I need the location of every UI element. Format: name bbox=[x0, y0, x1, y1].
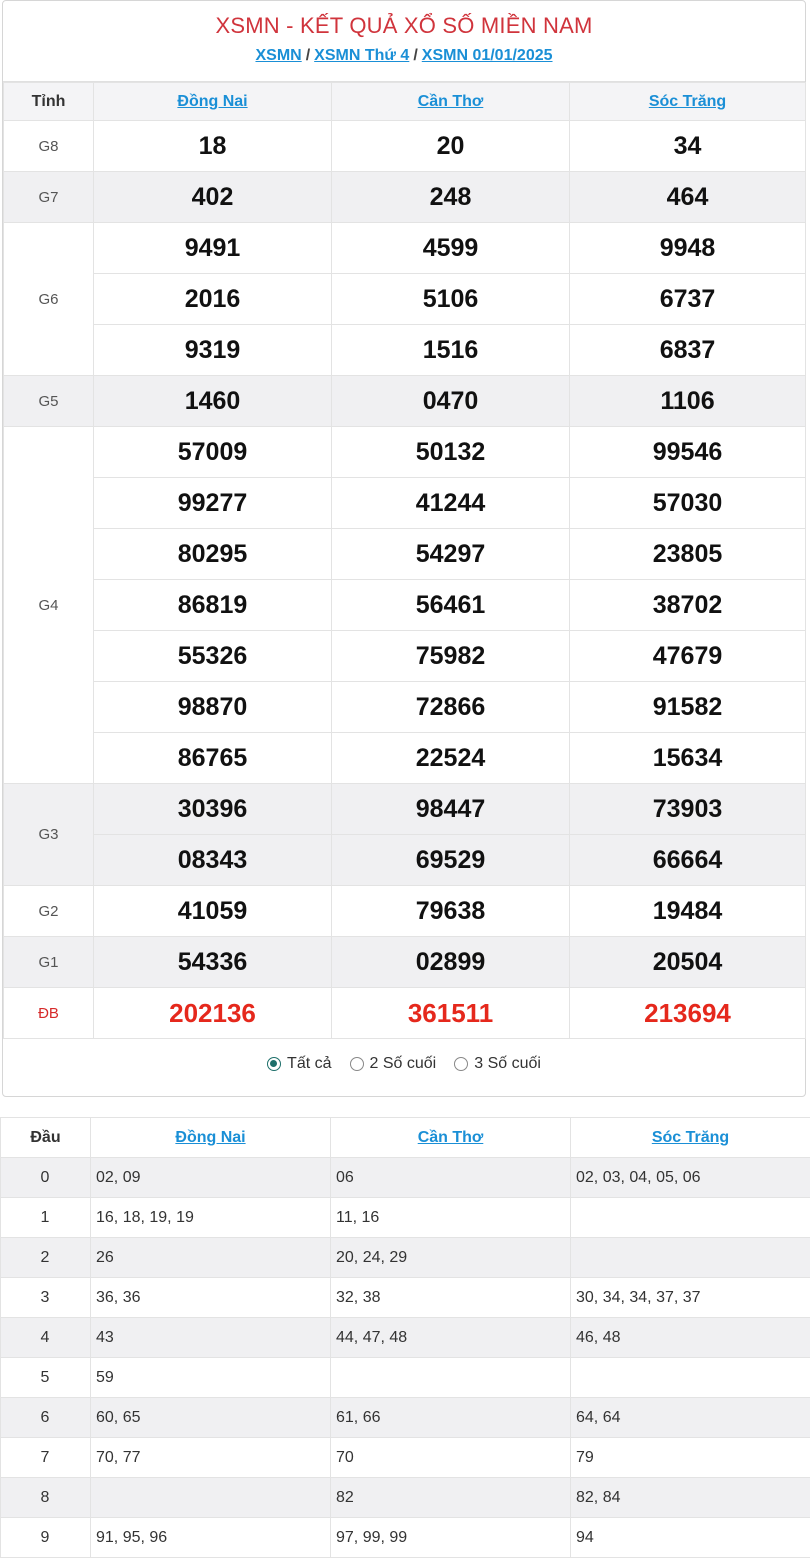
results-header-row bbox=[4, 83, 806, 121]
table-row bbox=[4, 325, 806, 376]
prize-number: 6737 bbox=[570, 274, 806, 325]
tail-numbers: 59 bbox=[91, 1358, 331, 1398]
tail-numbers: 46, 48 bbox=[571, 1318, 810, 1358]
special-prize-number: 213694 bbox=[570, 988, 806, 1039]
table-row bbox=[4, 478, 806, 529]
province-link[interactable]: Sóc Trăng bbox=[649, 93, 726, 110]
tail-numbers: 11, 16 bbox=[331, 1198, 571, 1238]
prize-label: G7 bbox=[4, 172, 94, 223]
tail-numbers: 32, 38 bbox=[331, 1278, 571, 1318]
prize-number: 69529 bbox=[332, 835, 570, 886]
results-table bbox=[3, 82, 806, 1039]
tail-numbers: 16, 18, 19, 19 bbox=[91, 1198, 331, 1238]
prize-number: 47679 bbox=[570, 631, 806, 682]
province-header bbox=[91, 1118, 331, 1158]
prize-number: 54297 bbox=[332, 529, 570, 580]
tail-numbers bbox=[571, 1198, 810, 1238]
province-header bbox=[331, 1118, 571, 1158]
tail-numbers: 43 bbox=[91, 1318, 331, 1358]
digit-filter bbox=[3, 1039, 805, 1089]
tail-numbers: 70, 77 bbox=[91, 1438, 331, 1478]
filter-option-last-2[interactable] bbox=[350, 1055, 437, 1073]
prize-number: 20504 bbox=[570, 937, 806, 988]
prize-number: 20 bbox=[332, 121, 570, 172]
table-row bbox=[4, 937, 806, 988]
results-body bbox=[4, 121, 806, 1039]
head-digit-table bbox=[0, 1117, 810, 1558]
prize-number: 54336 bbox=[94, 937, 332, 988]
prize-label: G6 bbox=[4, 223, 94, 376]
head-digit: 0 bbox=[1, 1158, 91, 1198]
province-link[interactable]: Cần Thơ bbox=[418, 1129, 484, 1146]
prize-label: G8 bbox=[4, 121, 94, 172]
tail-numbers: 02, 03, 04, 05, 06 bbox=[571, 1158, 810, 1198]
tail-numbers: 79 bbox=[571, 1438, 810, 1478]
province-header bbox=[332, 83, 570, 121]
tail-numbers bbox=[331, 1358, 571, 1398]
filter-option-all[interactable] bbox=[267, 1055, 331, 1073]
prize-number: 86819 bbox=[94, 580, 332, 631]
prize-number: 19484 bbox=[570, 886, 806, 937]
table-row bbox=[1, 1278, 810, 1318]
head-digit: 1 bbox=[1, 1198, 91, 1238]
tail-numbers: 26 bbox=[91, 1238, 331, 1278]
prize-number: 50132 bbox=[332, 427, 570, 478]
prize-number: 1106 bbox=[570, 376, 806, 427]
filter-option-last-3[interactable] bbox=[454, 1055, 541, 1073]
prize-number: 34 bbox=[570, 121, 806, 172]
prize-label: G1 bbox=[4, 937, 94, 988]
prize-number: 248 bbox=[332, 172, 570, 223]
filter-option-label: Tất cả bbox=[287, 1055, 331, 1073]
tail-numbers: 06 bbox=[331, 1158, 571, 1198]
prize-number: 6837 bbox=[570, 325, 806, 376]
province-link[interactable]: Cần Thơ bbox=[418, 93, 484, 110]
breadcrumb-separator: / bbox=[306, 47, 310, 64]
special-prize-number: 202136 bbox=[94, 988, 332, 1039]
table-row bbox=[4, 631, 806, 682]
prize-number: 99546 bbox=[570, 427, 806, 478]
table-row bbox=[1, 1198, 810, 1238]
table-row bbox=[4, 733, 806, 784]
radio-selected-icon[interactable] bbox=[267, 1057, 281, 1071]
head-digit-column-label: Đầu bbox=[1, 1118, 91, 1158]
tail-numbers: 70 bbox=[331, 1438, 571, 1478]
tail-numbers: 36, 36 bbox=[91, 1278, 331, 1318]
breadcrumb-xsmn-date[interactable]: XSMN 01/01/2025 bbox=[422, 47, 553, 64]
tail-numbers: 82 bbox=[331, 1478, 571, 1518]
filter-option-label: 3 Số cuối bbox=[474, 1055, 541, 1073]
prize-label: G2 bbox=[4, 886, 94, 937]
table-row bbox=[4, 223, 806, 274]
table-row bbox=[1, 1318, 810, 1358]
prize-number: 5106 bbox=[332, 274, 570, 325]
prize-number: 9491 bbox=[94, 223, 332, 274]
table-row bbox=[4, 529, 806, 580]
table-row bbox=[4, 274, 806, 325]
prize-number: 98870 bbox=[94, 682, 332, 733]
prize-number: 72866 bbox=[332, 682, 570, 733]
province-column-label: Tỉnh bbox=[4, 83, 94, 121]
special-prize-number: 361511 bbox=[332, 988, 570, 1039]
prize-number: 08343 bbox=[94, 835, 332, 886]
tail-numbers: 94 bbox=[571, 1518, 810, 1558]
tail-numbers: 60, 65 bbox=[91, 1398, 331, 1438]
tail-numbers: 20, 24, 29 bbox=[331, 1238, 571, 1278]
prize-number: 2016 bbox=[94, 274, 332, 325]
tail-numbers: 44, 47, 48 bbox=[331, 1318, 571, 1358]
head-digit: 6 bbox=[1, 1398, 91, 1438]
province-link[interactable]: Đồng Nai bbox=[175, 1129, 245, 1146]
prize-number: 22524 bbox=[332, 733, 570, 784]
table-row bbox=[1, 1438, 810, 1478]
breadcrumb-xsmn-thu-4[interactable]: XSMN Thứ 4 bbox=[314, 47, 409, 64]
head-digit: 2 bbox=[1, 1238, 91, 1278]
prize-number: 56461 bbox=[332, 580, 570, 631]
prize-number: 18 bbox=[94, 121, 332, 172]
breadcrumb-xsmn[interactable]: XSMN bbox=[255, 47, 301, 64]
tail-numbers: 02, 09 bbox=[91, 1158, 331, 1198]
results-header bbox=[3, 1, 805, 82]
table-row bbox=[1, 1398, 810, 1438]
prize-number: 55326 bbox=[94, 631, 332, 682]
tail-numbers: 82, 84 bbox=[571, 1478, 810, 1518]
filter-option-label: 2 Số cuối bbox=[370, 1055, 437, 1073]
prize-label: G3 bbox=[4, 784, 94, 886]
table-row bbox=[1, 1358, 810, 1398]
prize-number: 9948 bbox=[570, 223, 806, 274]
table-row bbox=[4, 376, 806, 427]
prize-number: 80295 bbox=[94, 529, 332, 580]
province-header bbox=[570, 83, 806, 121]
head-digit: 5 bbox=[1, 1358, 91, 1398]
tail-numbers: 30, 34, 34, 37, 37 bbox=[571, 1278, 810, 1318]
table-row bbox=[4, 121, 806, 172]
head-digit: 7 bbox=[1, 1438, 91, 1478]
tail-numbers: 61, 66 bbox=[331, 1398, 571, 1438]
table-row bbox=[1, 1238, 810, 1278]
prize-number: 66664 bbox=[570, 835, 806, 886]
prize-number: 79638 bbox=[332, 886, 570, 937]
prize-number: 23805 bbox=[570, 529, 806, 580]
table-row bbox=[1, 1478, 810, 1518]
head-digit-header-row bbox=[1, 1118, 810, 1158]
prize-number: 57009 bbox=[94, 427, 332, 478]
table-row bbox=[4, 580, 806, 631]
table-row bbox=[4, 172, 806, 223]
head-digit-body bbox=[1, 1158, 810, 1558]
table-row bbox=[4, 886, 806, 937]
prize-number: 4599 bbox=[332, 223, 570, 274]
table-row bbox=[4, 988, 806, 1039]
prize-number: 75982 bbox=[332, 631, 570, 682]
prize-number: 30396 bbox=[94, 784, 332, 835]
head-digit: 3 bbox=[1, 1278, 91, 1318]
radio-icon[interactable] bbox=[350, 1057, 364, 1071]
table-row bbox=[4, 835, 806, 886]
prize-label: G5 bbox=[4, 376, 94, 427]
page-title: XSMN - KẾT QUẢ XỔ SỐ MIỀN NAM bbox=[3, 1, 805, 39]
prize-number: 73903 bbox=[570, 784, 806, 835]
prize-number: 98447 bbox=[332, 784, 570, 835]
prize-number: 402 bbox=[94, 172, 332, 223]
province-link[interactable]: Sóc Trăng bbox=[652, 1129, 729, 1146]
tail-numbers bbox=[571, 1238, 810, 1278]
tail-numbers: 91, 95, 96 bbox=[91, 1518, 331, 1558]
prize-number: 99277 bbox=[94, 478, 332, 529]
table-row bbox=[1, 1158, 810, 1198]
prize-number: 1516 bbox=[332, 325, 570, 376]
prize-label: ĐB bbox=[4, 988, 94, 1039]
breadcrumb bbox=[3, 47, 805, 65]
prize-number: 41059 bbox=[94, 886, 332, 937]
table-row bbox=[4, 784, 806, 835]
head-digit: 9 bbox=[1, 1518, 91, 1558]
head-digit: 4 bbox=[1, 1318, 91, 1358]
prize-number: 41244 bbox=[332, 478, 570, 529]
prize-number: 38702 bbox=[570, 580, 806, 631]
prize-number: 464 bbox=[570, 172, 806, 223]
tail-numbers bbox=[91, 1478, 331, 1518]
prize-number: 86765 bbox=[94, 733, 332, 784]
province-link[interactable]: Đồng Nai bbox=[177, 93, 247, 110]
breadcrumb-separator: / bbox=[413, 47, 417, 64]
province-header bbox=[571, 1118, 810, 1158]
prize-number: 91582 bbox=[570, 682, 806, 733]
head-digit: 8 bbox=[1, 1478, 91, 1518]
results-card bbox=[2, 0, 806, 1097]
prize-number: 9319 bbox=[94, 325, 332, 376]
prize-number: 02899 bbox=[332, 937, 570, 988]
prize-number: 0470 bbox=[332, 376, 570, 427]
table-row bbox=[4, 682, 806, 733]
tail-numbers: 97, 99, 99 bbox=[331, 1518, 571, 1558]
tail-numbers: 64, 64 bbox=[571, 1398, 810, 1438]
prize-number: 15634 bbox=[570, 733, 806, 784]
radio-icon[interactable] bbox=[454, 1057, 468, 1071]
prize-label: G4 bbox=[4, 427, 94, 784]
tail-numbers bbox=[571, 1358, 810, 1398]
prize-number: 57030 bbox=[570, 478, 806, 529]
province-header bbox=[94, 83, 332, 121]
prize-number: 1460 bbox=[94, 376, 332, 427]
table-row bbox=[4, 427, 806, 478]
